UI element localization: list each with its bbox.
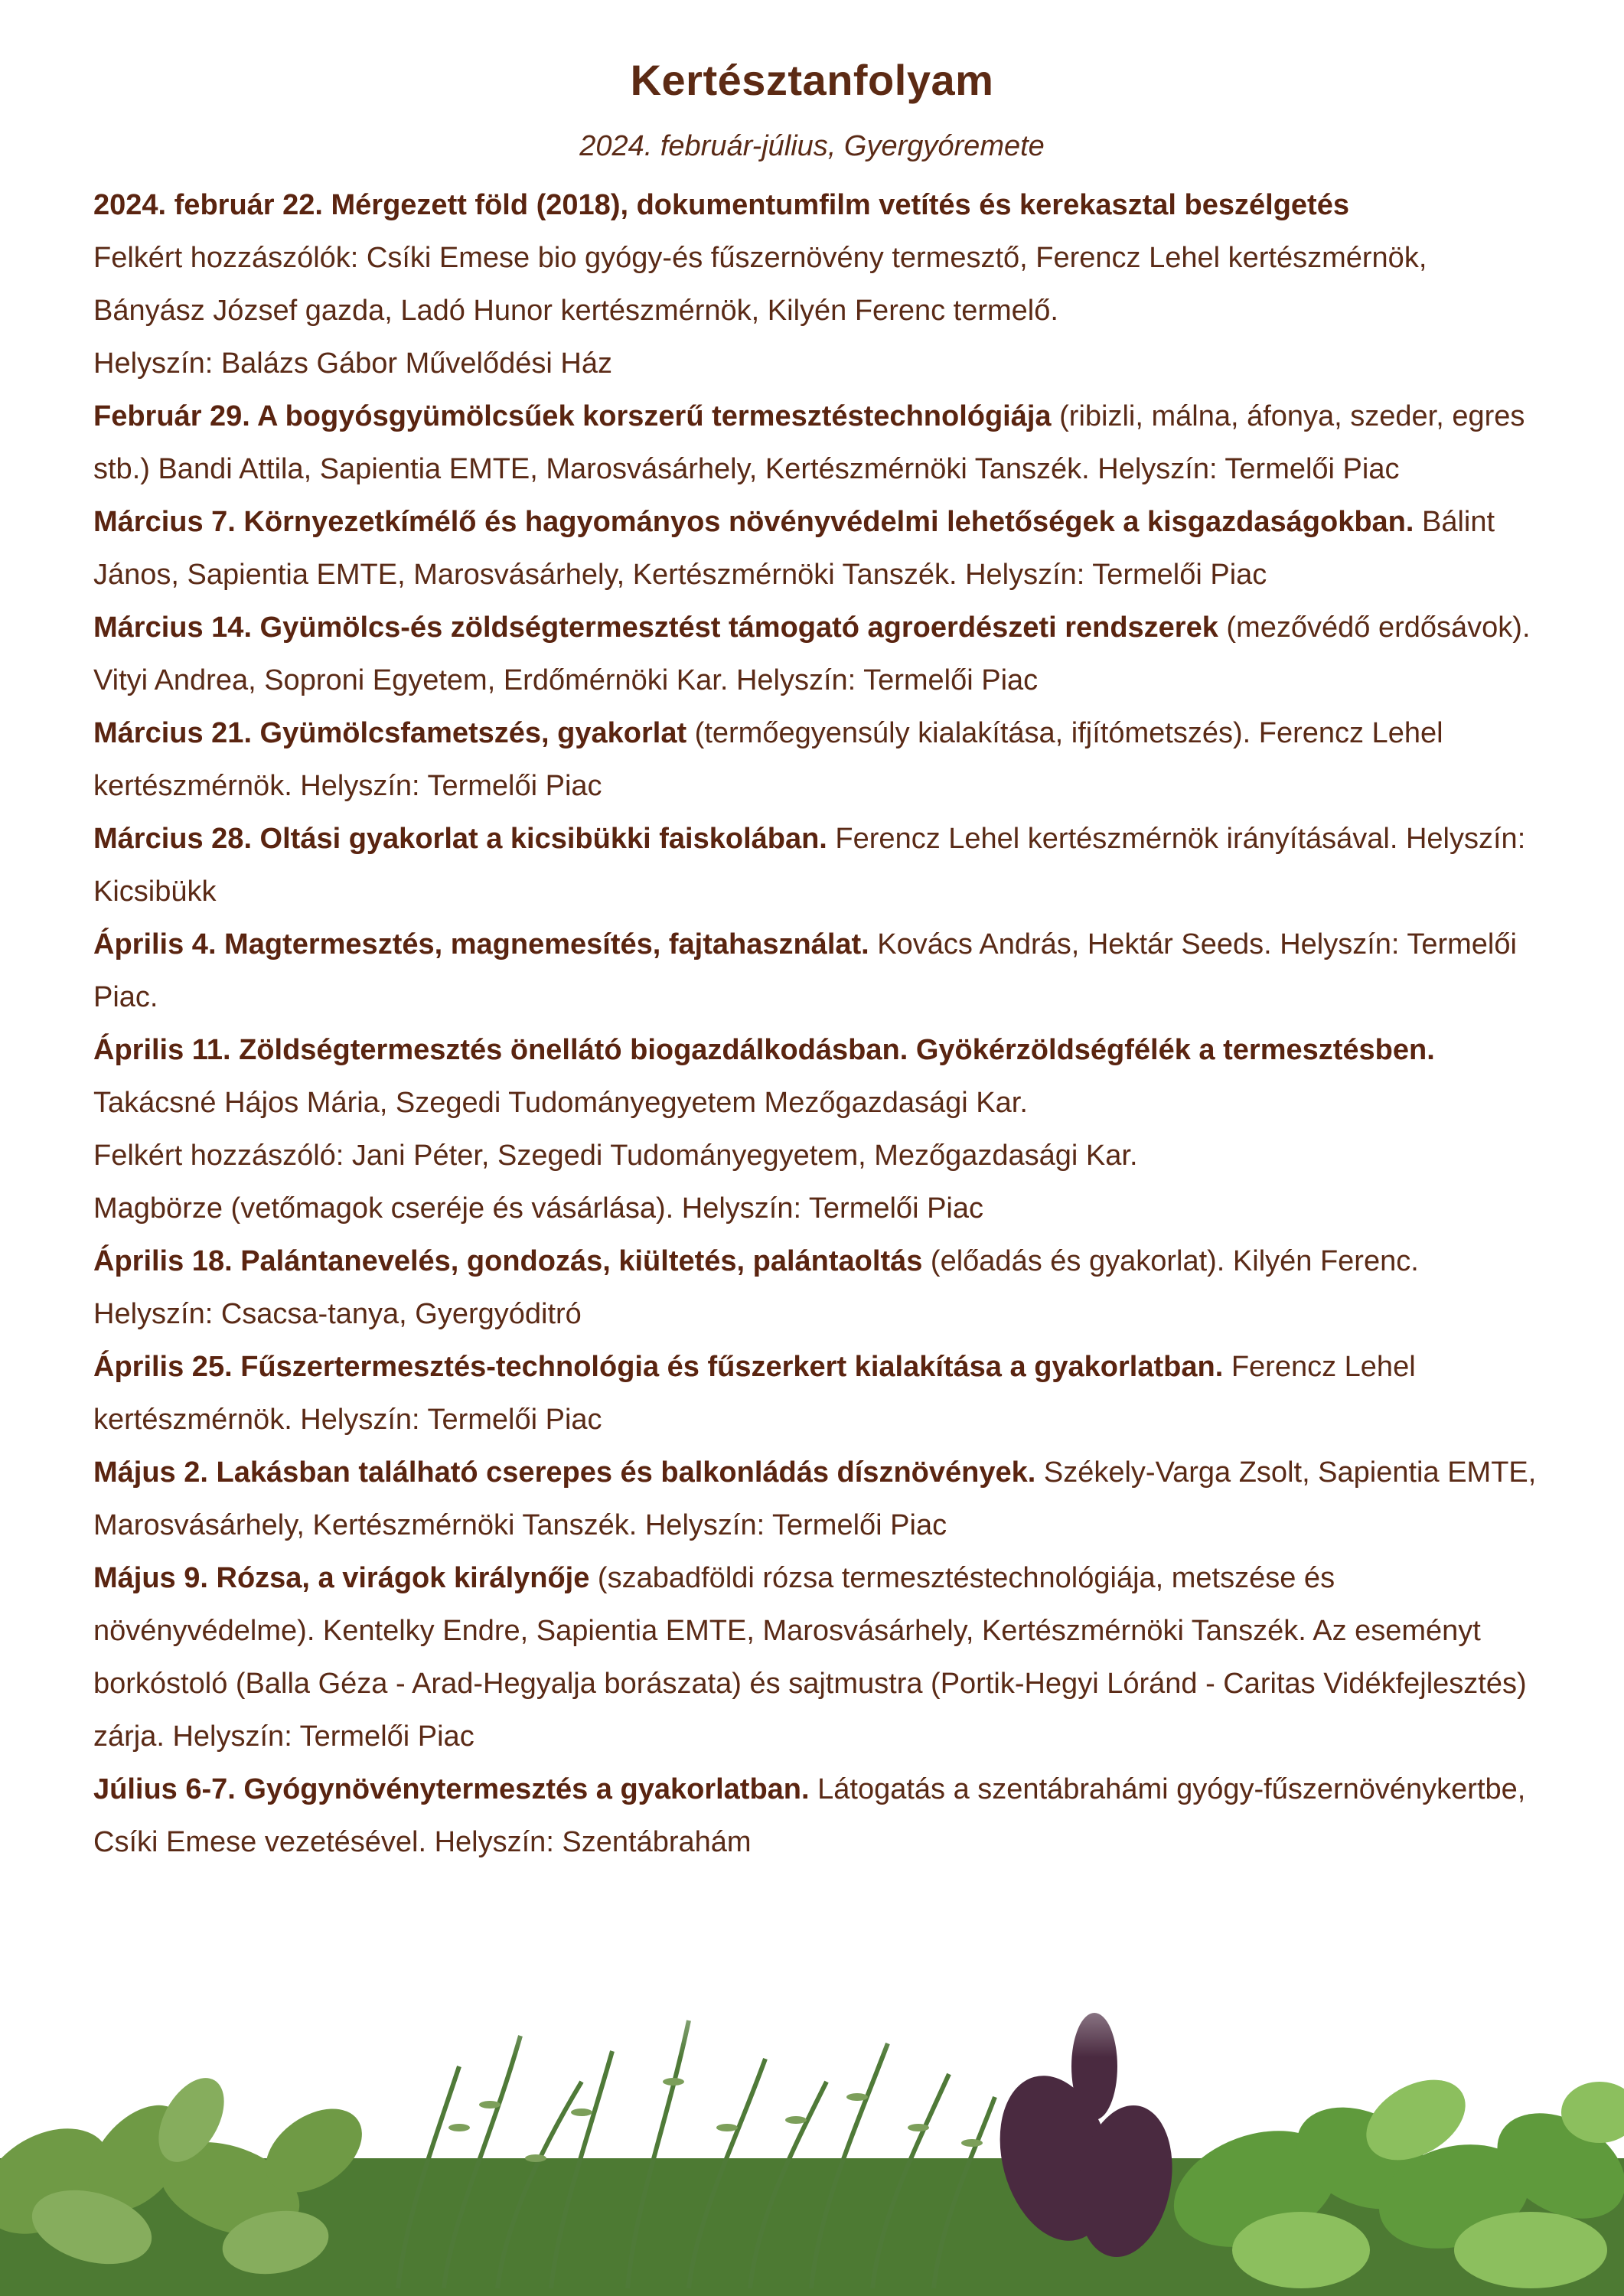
entry-heading: 2024. február 22. Mérgezett föld (2018), dokumentumfilm vetítés és kerekasztal beszélgetés [93,189,1349,221]
entry-heading: Március 21. Gyümölcsfametszés, gyakorlat [93,717,687,749]
entry-heading: Március 28. Oltási gyakorlat a kicsibükki faiskolában. [93,823,827,855]
entry-heading: Április 18. Palántanevelés, gondozás, kiültetés, palántaoltás [93,1245,923,1277]
entry-line: Felkért hozzászóló: Jani Péter, Szegedi Tudományegyetem, Mezőgazdasági Kar. [93,1140,1138,1172]
entry-details: (mezővédő erdősávok). Vityi Andrea, Soproni Egyetem, Erdőmérnöki Kar. Helyszín: Termelői Piac [93,612,1531,696]
schedule-list [93,179,1540,1869]
entry-line: Helyszín: Balázs Gábor Művelődési Ház [93,347,612,380]
entry-heading: Március 7. Környezetkímélő és hagyományos növényvédelmi lehetőségek a kisgazdaságokban. [93,506,1414,538]
entry-details: Látogatás a szentábrahámi gyógy-fűszernövénykertbe, Csíki Emese vezetésével. Helyszín: Szentábrahám [93,1773,1526,1858]
entry-details: (termőegyensúly kialakítása, ifjítómetszés). Ferencz Lehel kertészmérnök. Helyszín: Termelői Piac [93,717,1443,802]
entry-details: Takácsné Hájos Mária, Szegedi Tudományegyetem Mezőgazdasági Kar. [93,1087,1028,1119]
schedule-entry [93,813,1540,918]
schedule-entry [93,1552,1540,1763]
entry-heading: Július 6-7. Gyógynövénytermesztés a gyakorlatban. [93,1773,810,1805]
entry-details: (szabadföldi rózsa termesztéstechnológiája, metszése és növényvédelme). Kentelky Endre, Sapientia EMTE, Marosvásárhely, Kertészmérnöki Tanszék. Az eseményt borkóstoló (Balla Géza - Arad-Hegyalja borászata) és sajtmustra (Portik-Hegyi Lóránd - Caritas Vidékfejlesztés) zárja. Helyszín: Termelői Piac [93,1562,1527,1753]
entry-heading: Május 2. Lakásban található cserepes és balkonládás dísznövények. [93,1456,1036,1489]
page-title: Kertésztanfolyam [630,56,994,104]
entry-details: Székely-Varga Zsolt, Sapientia EMTE, Marosvásárhely, Kertészmérnöki Tanszék. Helyszín: Termelői Piac [93,1456,1537,1541]
entry-details: Kovács András, Hektár Seeds. Helyszín: Termelői Piac. [93,928,1517,1013]
schedule-entry [93,1235,1540,1341]
schedule-entry [93,1341,1540,1446]
schedule-entry [93,1024,1540,1235]
entry-details: Ferencz Lehel kertészmérnök. Helyszín: Termelői Piac [93,1351,1416,1436]
entry-heading: Április 4. Magtermesztés, magnemesítés, fajtahasználat. [93,928,869,960]
entry-details: (előadás és gyakorlat). Kilyén Ferenc. Helyszín: Csacsa-tanya, Gyergyóditró [93,1245,1419,1330]
entry-line: Magbörze (vetőmagok cseréje és vásárlása). Helyszín: Termelői Piac [93,1192,983,1225]
entry-heading: Március 14. Gyümölcs-és zöldségtermesztést támogató agroerdészeti rendszerek [93,612,1218,644]
schedule-entry [93,1446,1540,1552]
schedule-entry [93,1763,1540,1869]
schedule-entry [93,496,1540,602]
schedule-entry [93,179,1540,390]
schedule-entry [93,390,1540,496]
entry-details: (ribizli, málna, áfonya, szeder, egres stb.) Bandi Attila, Sapientia EMTE, Marosvásárhely, Kertészmérnöki Tanszék. Helyszín: Termelői Piac [93,400,1525,485]
entry-heading: Február 29. A bogyósgyümölcsűek korszerű termesztéstechnológiája [93,400,1052,432]
entry-heading: Április 25. Fűszertermesztés-technológia és fűszerkert kialakítása a gyakorlatban. [93,1351,1224,1383]
herbs-border-icon [0,1929,1624,2296]
entry-details: Ferencz Lehel kertészmérnök irányításával. Helyszín: Kicsibükk [93,823,1526,908]
schedule-entry [93,918,1540,1024]
entry-heading: Április 11. Zöldségtermesztés önellátó biogazdálkodásban. Gyökérzöldségfélék a termesztésben. [93,1034,1435,1066]
schedule-entry [93,707,1540,813]
schedule-entry [93,602,1540,707]
entry-details: Bálint János, Sapientia EMTE, Marosvásárhely, Kertészmérnöki Tanszék. Helyszín: Termelői Piac [93,506,1495,591]
entry-heading: Május 9. Rózsa, a virágok királynője [93,1562,590,1594]
page-subtitle: 2024. február-július, Gyergyóremete [579,130,1045,162]
entry-line: Felkért hozzászólók: Csíki Emese bio gyógy-és fűszernövény termesztő, Ferencz Lehel kertészmérnök, Bányász József gazda, Ladó Hunor kertészmérnök, Kilyén Ferenc termelő. [93,242,1427,327]
